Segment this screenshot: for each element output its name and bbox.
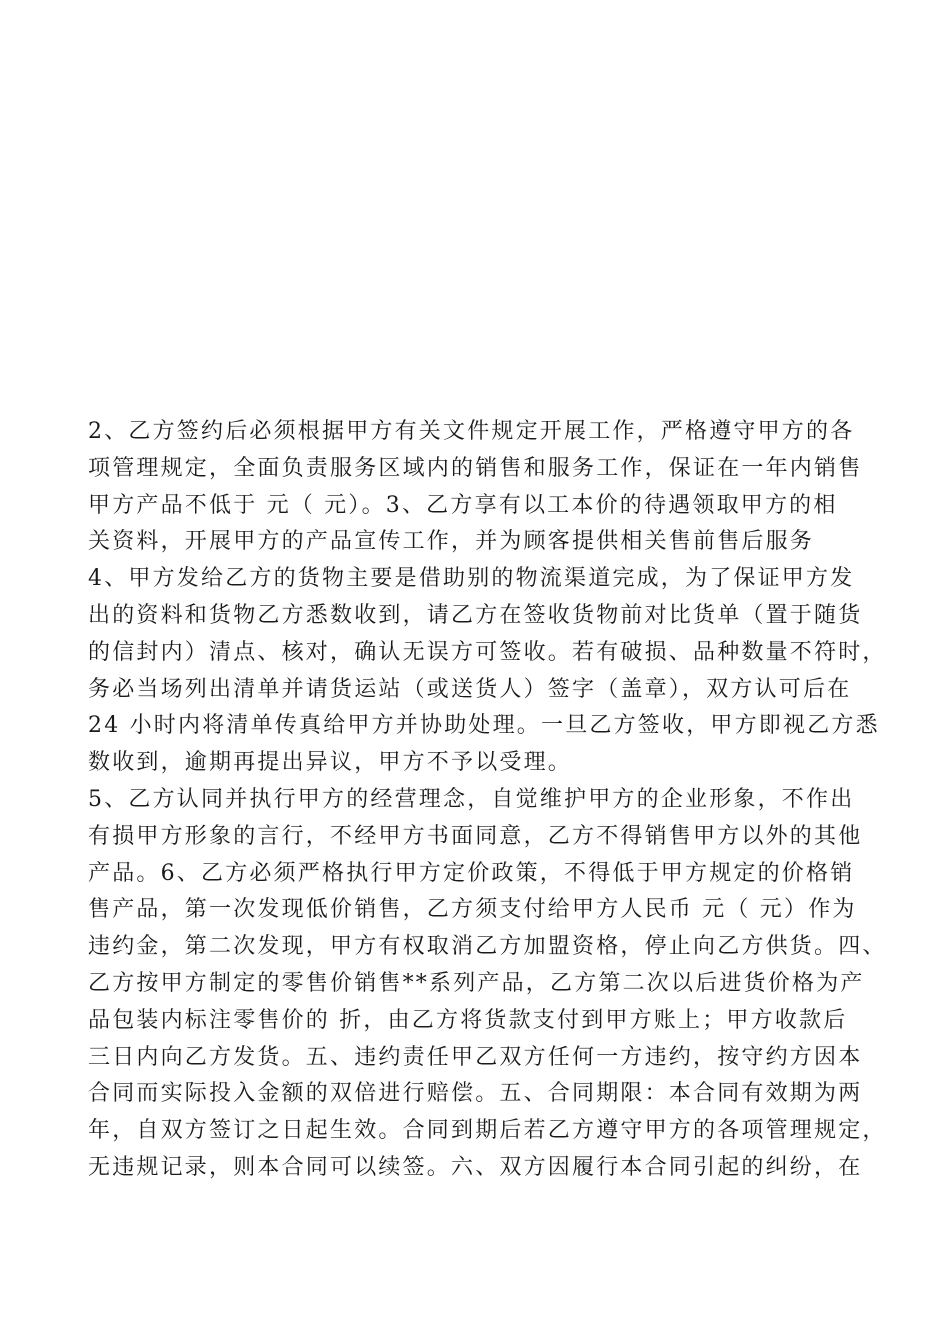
text-line: 品包装内标注零售价的 折，由乙方将货款支付到甲方账上；甲方收款后 (88, 1007, 848, 1033)
text-line: 年，自双方签订之日起生效。合同到期后若乙方遵守甲方的各项管理规定， (88, 1118, 887, 1144)
text-line: 5、乙方认同并执行甲方的经营理念，自觉维护甲方的企业形象，不作出 (88, 786, 855, 812)
text-line: 无违规记录，则本合同可以续签。六、双方因履行本合同引起的纠纷，在 (88, 1154, 863, 1180)
text-line: 三日内向乙方发货。五、违约责任甲乙双方任何一方违约，按守约方因本 (88, 1044, 863, 1070)
text-line: 出的资料和货物乙方悉数收到，请乙方在签收货物前对比货单（置于随货 (88, 602, 863, 628)
text-line: 有损甲方形象的言行，不经甲方书面同意，乙方不得销售甲方以外的其他 (88, 823, 863, 849)
text-line: 乙方按甲方制定的零售价销售**系列产品，乙方第二次以后进货价格为产 (88, 970, 865, 996)
text-line: 关资料，开展甲方的产品宣传工作，并为顾客提供相关售前售后服务 (88, 529, 815, 555)
text-line: 合同而实际投入金额的双倍进行赔偿。五、合同期限：本合同有效期为两 (88, 1081, 863, 1107)
text-line: 项管理规定，全面负责服务区域内的销售和服务工作，保证在一年内销售 (88, 455, 863, 481)
text-line: 甲方产品不低于 元（ 元）。3、乙方享有以工本价的待遇领取甲方的相 (88, 492, 838, 518)
contract-body-text (88, 414, 888, 1187)
text-line: 售产品，第一次发现低价销售，乙方须支付给甲方人民币 元（ 元）作为 (88, 897, 857, 923)
text-line: 2、乙方签约后必须根据甲方有关文件规定开展工作，严格遵守甲方的各 (88, 419, 855, 444)
text-line: 的信封内）清点、核对，确认无误方可签收。若有破损、品种数量不符时， (88, 639, 887, 665)
text-line: 违约金，第二次发现，甲方有权取消乙方加盟资格，停止向乙方供货。四、 (88, 934, 887, 960)
text-line: 数收到，逾期再提出异议，甲方不予以受理。 (88, 750, 573, 776)
text-line: 4、甲方发给乙方的货物主要是借助别的物流渠道完成，为了保证甲方发 (88, 566, 855, 592)
text-line: 24 小时内将清单传真给甲方并协助处理。一旦乙方签收，甲方即视乙方悉 (88, 713, 880, 739)
text-line: 务必当场列出清单并请货运站（或送货人）签字（盖章），双方认可后在 (88, 676, 852, 702)
text-line: 产品。6、乙方必须严格执行甲方定价政策，不得低于甲方规定的价格销 (88, 860, 855, 886)
